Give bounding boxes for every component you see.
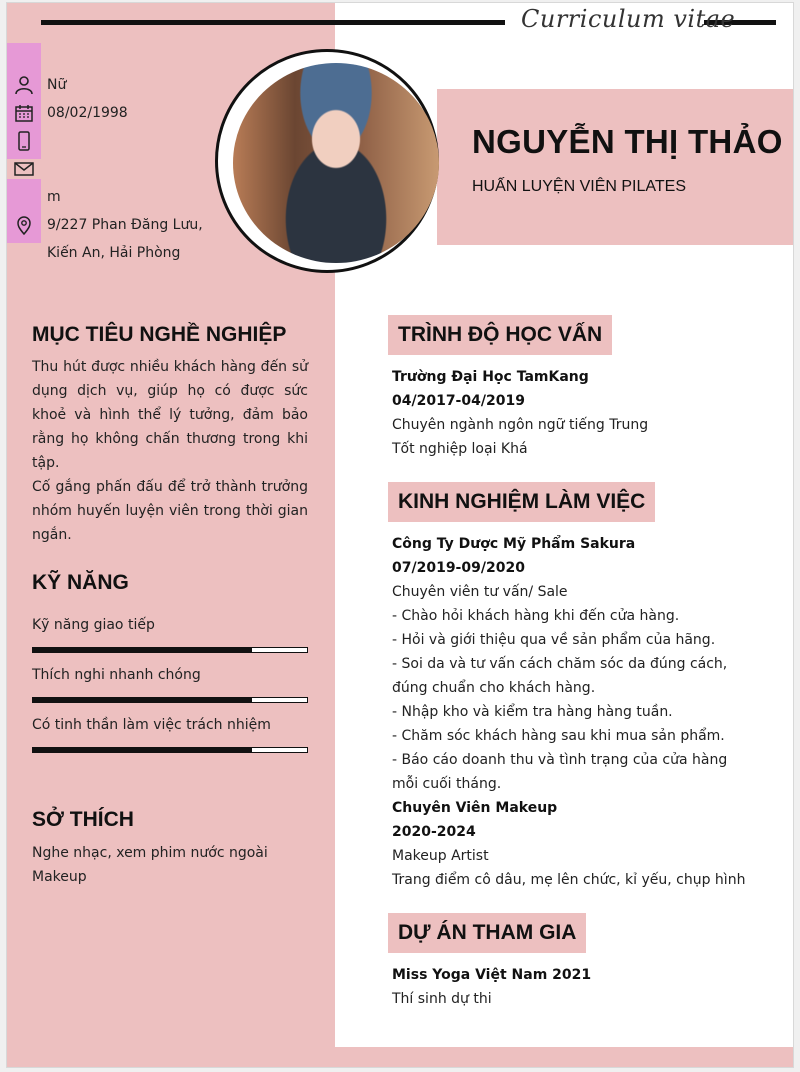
calendar-icon [14,103,34,123]
job1-title: Chuyên viên tư vấn/ Sale [392,584,568,600]
job1-company: Công Ty Dược Mỹ Phẩm Sakura [392,536,636,552]
education-period: 04/2017-04/2019 [392,393,525,409]
cv-page [6,2,794,1068]
objective-paragraph-1: Thu hút được nhiều khách hàng đến sử dụng dịch vụ, giúp họ có được sức khoẻ và hình thể lý tưởng, đảm bảo rằng họ không chấn thương trong khi tập. [32,359,308,471]
job1-duties [392,604,752,796]
job2-company: Chuyên Viên Makeup [392,800,558,816]
education-school: Trường Đại Học TamKang [392,369,589,385]
education-major: Chuyên ngành ngôn ngữ tiếng Trung [392,417,649,433]
location-icon [14,215,34,235]
job1-period: 07/2019-09/2020 [392,560,525,576]
objective-paragraph-2: Cố gắng phấn đấu để trở thành trưởng nhóm huyến luyện viên trong thời gian ngắn. [32,479,308,543]
candidate-role: HUẤN LUYỆN VIÊN PILATES [472,178,686,195]
skill-bar-1 [32,647,308,653]
skill-label-1: Kỹ năng giao tiếp [32,617,155,633]
education-grade: Tốt nghiệp loại Khá [392,441,528,457]
skill-fill-2 [33,698,252,702]
job1-duty: - Báo cáo doanh thu và tình trạng của cửa hàng mỗi cuối tháng. [392,752,728,792]
bottom-band [335,1047,794,1068]
birthdate: 08/02/1998 [47,105,128,121]
job1-duty: - Nhập kho và kiểm tra hàng hàng tuần. [392,704,673,720]
skill-bar-3 [32,747,308,753]
skill-bar-2 [32,697,308,703]
email-value: m [47,189,61,205]
job2-period: 2020-2024 [392,824,476,840]
skill-fill-1 [33,648,252,652]
job1-duty: - Hỏi và giới thiệu qua về sản phẩm của hãng. [392,632,716,648]
hobby-line-2: Makeup [32,869,87,885]
candidate-name: NGUYỄN THỊ THẢO [472,123,783,160]
address-line-1: 9/227 Phan Đăng Lưu, [47,217,203,233]
job2-description: Trang điểm cô dâu, mẹ lên chức, kỉ yếu, chụp hình [392,872,746,888]
objective-text [32,355,308,547]
address-line-2: Kiến An, Hải Phòng [47,245,181,261]
project-role: Thí sinh dự thi [392,991,492,1007]
phone-icon [14,131,34,151]
hobbies-text [32,841,308,889]
education-heading: TRÌNH ĐỘ HỌC VẤN [388,315,612,355]
skill-label-3: Có tinh thần làm việc trách nhiệm [32,717,271,733]
job1-duty: - Soi da và tư vấn cách chăm sóc da đúng cách, đúng chuẩn cho khách hàng. [392,656,728,696]
name-band-background [437,89,794,245]
projects-heading: DỰ ÁN THAM GIA [388,913,586,953]
project-name: Miss Yoga Việt Nam 2021 [392,967,592,983]
job1-duty: - Chào hỏi khách hàng khi đến cửa hàng. [392,608,680,624]
header-rule-left [41,20,505,25]
gender: Nữ [47,77,67,93]
objective-heading: MỤC TIÊU NGHỀ NGHIỆP [32,323,287,346]
person-icon [14,75,34,95]
email-icon [14,159,34,179]
cv-title: Curriculum vitae [521,5,736,33]
profile-photo [233,63,439,263]
experience-heading: KINH NGHIỆM LÀM VIỆC [388,482,655,522]
hobbies-heading: SỞ THÍCH [32,808,134,831]
skill-fill-3 [33,748,252,752]
skill-label-2: Thích nghi nhanh chóng [32,667,201,683]
hobby-line-1: Nghe nhạc, xem phim nước ngoài [32,845,268,861]
skills-heading: KỸ NĂNG [32,571,129,594]
job1-duty: - Chăm sóc khách hàng sau khi mua sản phẩm. [392,728,725,744]
job2-title: Makeup Artist [392,848,489,864]
